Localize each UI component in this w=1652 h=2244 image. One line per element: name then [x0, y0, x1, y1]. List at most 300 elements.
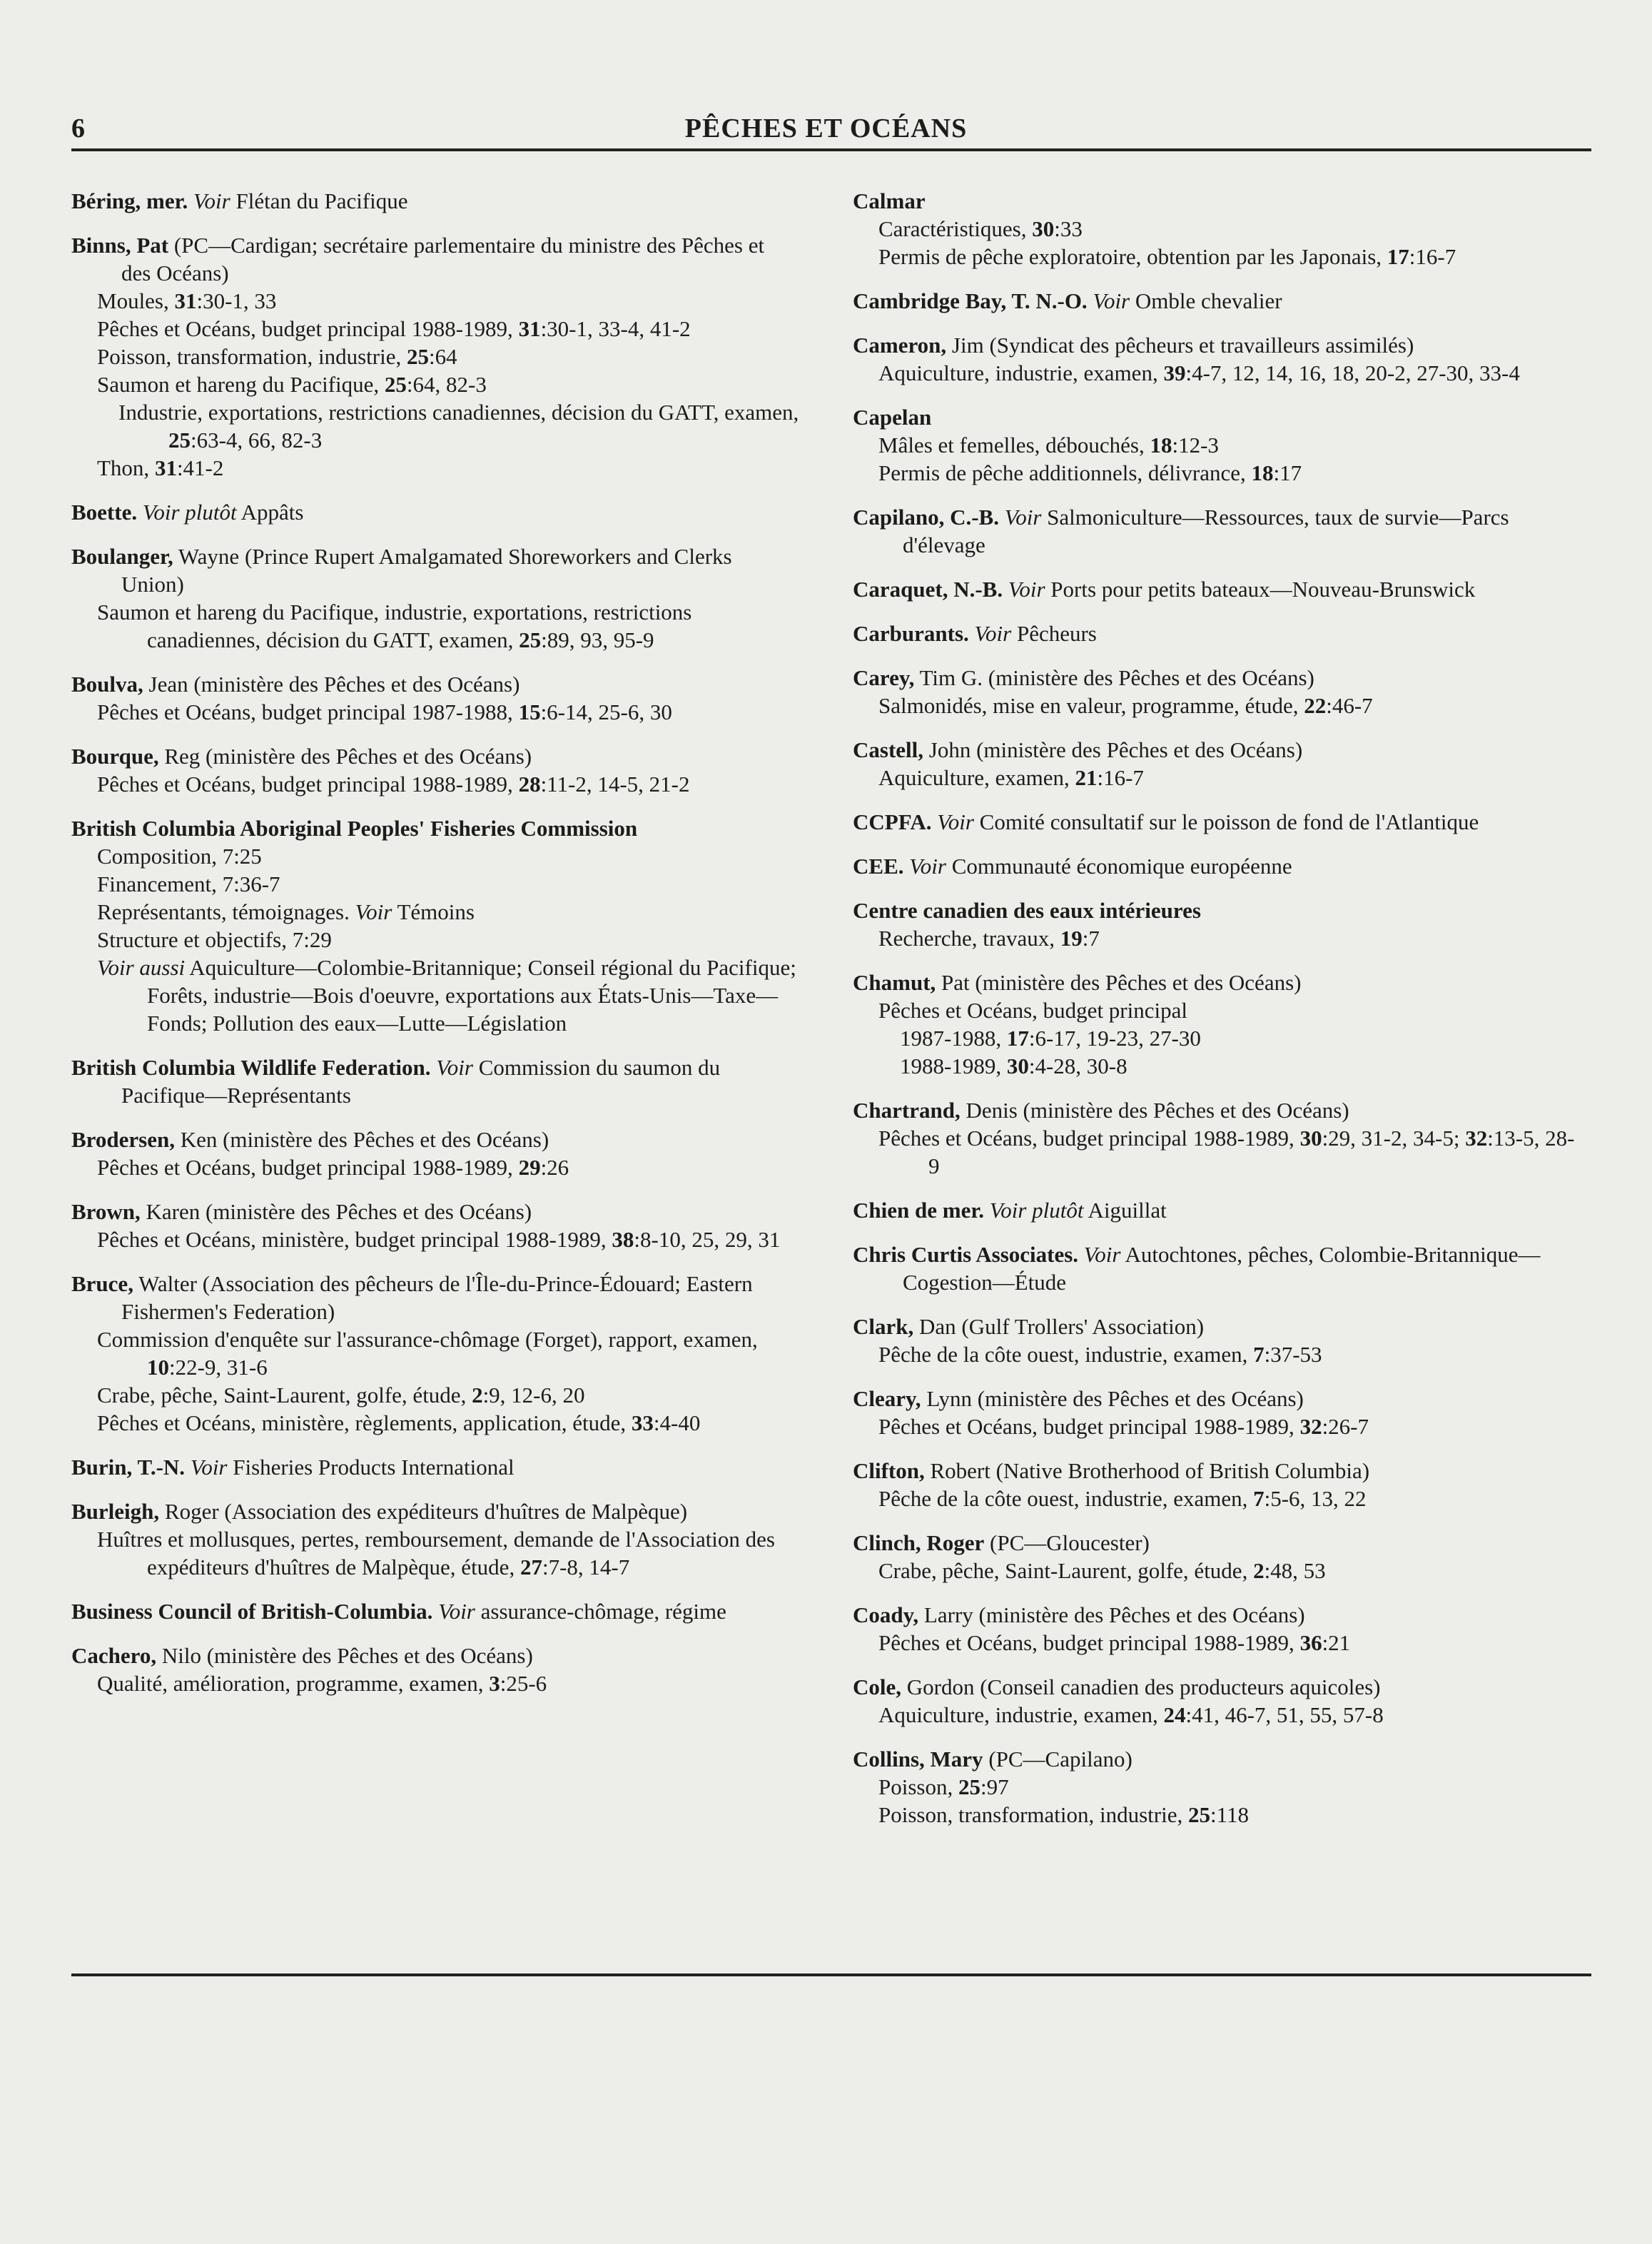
entry-text: Saumon et hareng du Pacifique,	[97, 372, 385, 397]
sub-entry	[71, 1153, 799, 1181]
index-entry	[853, 187, 1581, 271]
entry-head	[71, 814, 799, 842]
entry-heading: Castell,	[853, 737, 924, 762]
entry-text: Dan (Gulf Trollers' Association)	[913, 1314, 1205, 1339]
entry-text: Financement, 7:36-7	[97, 871, 280, 896]
entry-text: Témoins	[392, 899, 475, 924]
issue-number: 2	[472, 1383, 483, 1407]
cross-reference: Voir	[903, 854, 946, 879]
entry-heading: CCPFA.	[853, 809, 932, 834]
entry-heading: Chris Curtis Associates.	[853, 1242, 1079, 1267]
entry-text: Ports pour petits bateaux—Nouveau-Brunswick	[1045, 577, 1476, 602]
entry-text: :13-5, 28-9	[928, 1126, 1575, 1178]
entry-head	[853, 664, 1581, 692]
index-entry	[71, 1126, 799, 1181]
entry-heading: CEE.	[853, 854, 904, 879]
entry-text: :6-17, 19-23, 27-30	[1028, 1026, 1201, 1051]
entry-text: :6-14, 25-6, 30	[540, 699, 672, 724]
entry-head	[853, 1196, 1581, 1224]
entry-heading: Calmar	[853, 188, 926, 213]
entry-text: Thon,	[97, 455, 155, 480]
entry-text: :89, 93, 95-9	[541, 627, 654, 652]
entry-text: :4-40	[653, 1410, 701, 1435]
entry-text: Pêches et Océans, budget principal 1988-1989,	[878, 1126, 1300, 1151]
entry-text: assurance-chômage, régime	[475, 1599, 726, 1624]
sub-entry	[853, 1340, 1581, 1368]
issue-number: 25	[958, 1774, 980, 1799]
entry-text: Omble chevalier	[1130, 288, 1282, 313]
entry-text: Aquiculture—Colombie-Britannique; Conseil régional du Pacifique; Forêts, industrie—Bois d'oeuvre, exportations aux États-Unis—Taxe—Fonds; Pollution des eaux—Lutte—Législation	[147, 955, 796, 1036]
issue-number: 18	[1150, 433, 1172, 458]
entry-heading: Clinch, Roger	[853, 1530, 985, 1555]
cross-reference: Voir	[1003, 577, 1045, 602]
sub-entry	[853, 243, 1581, 271]
entry-text: :21	[1322, 1630, 1351, 1655]
entry-head	[71, 187, 799, 215]
entry-text: Commission du saumon du Pacifique—Représentants	[121, 1055, 721, 1108]
cross-reference: Voir	[432, 1599, 475, 1624]
issue-number: 19	[1060, 926, 1083, 951]
page-number: 6	[71, 113, 85, 143]
entry-text: Robert (Native Brotherhood of British Columbia)	[924, 1458, 1370, 1483]
issue-number: 10	[147, 1355, 169, 1380]
entry-head	[853, 1385, 1581, 1412]
entry-text: (PC—Cardigan; secrétaire parlementaire du ministre des Pêches et des Océans)	[121, 233, 765, 285]
entry-text: Qualité, amélioration, programme, examen,	[97, 1671, 490, 1696]
entry-text: :16-7	[1409, 244, 1456, 269]
entry-head	[71, 1198, 799, 1225]
entry-heading: British Columbia Aboriginal Peoples' Fisheries Commission	[71, 816, 638, 841]
entry-text: :16-7	[1097, 765, 1144, 790]
cross-reference: Voir	[185, 1455, 228, 1480]
entry-head	[853, 969, 1581, 996]
sub-entry	[853, 359, 1581, 387]
entry-text: Aiguillat	[1083, 1198, 1167, 1223]
entry-text: :46-7	[1326, 693, 1373, 718]
entry-text: Mâles et femelles, débouchés,	[878, 433, 1150, 458]
entry-text: Walter (Association des pêcheurs de l'Île-du-Prince-Édouard; Eastern Fishermen's Federation)	[121, 1271, 753, 1324]
sub-entry	[71, 287, 799, 315]
issue-number: 21	[1075, 765, 1098, 790]
entry-heading: Boulva,	[71, 672, 143, 697]
entry-text: Pêche de la côte ouest, industrie, examen,	[878, 1486, 1254, 1511]
index-entry	[853, 1313, 1581, 1368]
index-entry	[853, 287, 1581, 315]
entry-text: Commission d'enquête sur l'assurance-chômage (Forget), rapport, examen,	[97, 1327, 758, 1352]
issue-number: 25	[168, 428, 191, 453]
index-entry	[853, 575, 1581, 603]
entry-text: Comité consultatif sur le poisson de fond de l'Atlantique	[973, 809, 1479, 834]
index-entry	[853, 503, 1581, 559]
sub-entry	[853, 924, 1581, 952]
entry-head	[71, 1453, 799, 1481]
entry-heading: Centre canadien des eaux intérieures	[853, 898, 1201, 923]
entry-text: :64, 82-3	[406, 372, 487, 397]
entry-head	[71, 1497, 799, 1525]
entry-head	[853, 808, 1581, 836]
issue-number: 25	[1187, 1802, 1210, 1827]
entry-text: :7-8, 14-7	[542, 1555, 630, 1580]
issue-number: 2	[1253, 1558, 1265, 1583]
issue-number: 28	[518, 772, 541, 797]
sub-entry	[853, 1801, 1581, 1829]
index-entry	[853, 1196, 1581, 1224]
entry-text: Pêches et Océans, ministère, règlements, application, étude,	[97, 1410, 632, 1435]
entry-text: Wayne (Prince Rupert Amalgamated Shoreworkers and Clerks Union)	[121, 544, 732, 597]
entry-head	[71, 1597, 799, 1625]
entry-text: Pêche de la côte ouest, industrie, examen,	[878, 1342, 1254, 1367]
entry-head	[853, 331, 1581, 359]
sub-entry	[71, 315, 799, 343]
entry-text: Crabe, pêche, Saint-Laurent, golfe, étude,	[97, 1383, 472, 1407]
entry-heading: Cleary,	[853, 1386, 921, 1411]
entry-heading: Burin, T.-N.	[71, 1455, 186, 1480]
entry-heading: Carburants.	[853, 621, 969, 646]
index-entry	[71, 1597, 799, 1625]
sub-entry	[853, 1124, 1581, 1180]
sub-entry	[71, 1525, 799, 1581]
entry-head	[853, 503, 1581, 559]
entry-text: Moules,	[97, 288, 175, 313]
issue-number: 25	[384, 372, 407, 397]
issue-number: 18	[1251, 460, 1274, 485]
entry-text: Salmoniculture—Ressources, taux de survie—Parcs d'élevage	[903, 505, 1509, 557]
cross-reference: Voir	[1078, 1242, 1121, 1267]
entry-text: 1987-1988,	[900, 1026, 1007, 1051]
index-entry	[71, 814, 799, 1037]
entry-head	[71, 742, 799, 770]
entry-head	[853, 1313, 1581, 1340]
entry-text: Reg (ministère des Pêches et des Océans)	[158, 744, 532, 769]
issue-number: 36	[1299, 1630, 1322, 1655]
entry-head	[853, 1601, 1581, 1629]
entry-heading: Clifton,	[853, 1458, 925, 1483]
entry-head	[853, 1096, 1581, 1124]
entry-heading: Caraquet, N.-B.	[853, 577, 1003, 602]
entry-text: :63-4, 66, 82-3	[191, 428, 323, 453]
sub-entry	[71, 870, 799, 898]
index-entry	[71, 670, 799, 726]
index-entry	[853, 896, 1581, 952]
index-entry	[71, 1642, 799, 1697]
entry-text: Lynn (ministère des Pêches et des Océans)	[921, 1386, 1304, 1411]
sub-entry	[71, 954, 799, 1037]
issue-number: 15	[518, 699, 541, 724]
index-entry	[71, 742, 799, 798]
sub-entry	[853, 1024, 1581, 1052]
index-entry	[853, 1385, 1581, 1440]
sub-entry	[71, 1225, 799, 1253]
index-entry	[853, 403, 1581, 487]
entry-heading: Bourque,	[71, 744, 159, 769]
entry-text: (PC—Gloucester)	[984, 1530, 1150, 1555]
entry-text: :30-1, 33	[196, 288, 277, 313]
cross-reference: Voir	[968, 621, 1012, 646]
entry-text: Pat (ministère des Pêches et des Océans)	[936, 970, 1302, 995]
entry-text: :7	[1082, 926, 1100, 951]
sub-entry	[853, 1629, 1581, 1657]
entry-text: Recherche, travaux,	[878, 926, 1060, 951]
cross-reference: Voir	[1087, 288, 1130, 313]
entry-text: Huîtres et mollusques, pertes, remboursement, demande de l'Association des expéditeurs d'huîtres de Malpèque, étude,	[97, 1527, 775, 1580]
entry-heading: Carey,	[853, 665, 915, 690]
entry-heading: Business Council of British-Columbia.	[71, 1599, 433, 1624]
entry-text: :11-2, 14-5, 21-2	[540, 772, 690, 797]
entry-heading: Boette.	[71, 500, 138, 525]
entry-text: Pêches et Océans, budget principal 1988-1989,	[97, 316, 519, 341]
sub-entry	[71, 1381, 799, 1409]
entry-heading: Chien de mer.	[853, 1198, 984, 1223]
entry-text: :8-10, 25, 29, 31	[634, 1227, 781, 1252]
entry-text: :29, 31-2, 34-5;	[1322, 1126, 1466, 1151]
entry-text: Industrie, exportations, restrictions canadiennes, décision du GATT, examen,	[118, 400, 799, 425]
entry-text: :4-28, 30-8	[1028, 1053, 1127, 1078]
entry-head	[853, 403, 1581, 431]
entry-text: :97	[980, 1774, 1009, 1799]
entry-text: :41, 46-7, 51, 55, 57-8	[1185, 1702, 1384, 1727]
sub-entry	[71, 842, 799, 870]
issue-number: 17	[1387, 244, 1409, 269]
index-entry	[853, 1529, 1581, 1585]
entry-text: Gordon (Conseil canadien des producteurs aquicoles)	[901, 1674, 1381, 1699]
sub-entry	[853, 1052, 1581, 1080]
entry-text: :5-6, 13, 22	[1264, 1486, 1367, 1511]
entry-text: Pêches et Océans, budget principal 1988-1989,	[878, 1630, 1300, 1655]
entry-text: Pêches et Océans, ministère, budget principal 1988-1989,	[97, 1227, 612, 1252]
issue-number: 33	[631, 1410, 654, 1435]
issue-number: 38	[612, 1227, 634, 1252]
index-entry	[853, 1745, 1581, 1829]
issue-number: 3	[489, 1671, 500, 1696]
issue-number: 27	[520, 1555, 542, 1580]
sub-entry	[71, 1325, 799, 1381]
sub-entry	[853, 1701, 1581, 1729]
sub-entry	[71, 454, 799, 482]
entry-head	[853, 896, 1581, 924]
bottom-rule	[71, 1973, 1591, 1976]
entry-text: :118	[1210, 1802, 1249, 1827]
sub-entry	[853, 996, 1581, 1024]
running-title: PÊCHES ET OCÉANS	[684, 113, 968, 143]
index-entry	[71, 1053, 799, 1109]
entry-text: Denis (ministère des Pêches et des Océans)	[960, 1098, 1349, 1123]
entry-heading: Boulanger,	[71, 544, 173, 569]
index-entry	[71, 1270, 799, 1437]
entry-text: :4-7, 12, 14, 16, 18, 20-2, 27-30, 33-4	[1185, 360, 1520, 385]
entry-heading: Brodersen,	[71, 1127, 175, 1152]
entry-text: :12-3	[1172, 433, 1219, 458]
entry-heading: Chamut,	[853, 970, 936, 995]
entry-head	[853, 287, 1581, 315]
entry-text: Représentants, témoignages.	[97, 899, 355, 924]
issue-number: 7	[1253, 1342, 1265, 1367]
entry-text: Larry (ministère des Pêches et des Océans)	[918, 1602, 1305, 1627]
entry-head	[853, 1240, 1581, 1296]
entry-head	[71, 231, 799, 287]
entry-text: Structure et objectifs, 7:29	[97, 927, 332, 952]
entry-text: Nilo (ministère des Pêches et des Océans)	[156, 1643, 533, 1668]
entry-text: Flétan du Pacifique	[230, 188, 408, 213]
entry-text: Permis de pêche exploratoire, obtention par les Japonais,	[878, 244, 1387, 269]
entry-text: Pêches et Océans, budget principal 1988-1989,	[97, 1155, 519, 1180]
entry-text: :17	[1273, 460, 1302, 485]
entry-head	[853, 575, 1581, 603]
left-column	[71, 187, 799, 1714]
entry-heading: Collins, Mary	[853, 1747, 983, 1772]
entry-heading: Cambridge Bay, T. N.-O.	[853, 288, 1088, 313]
issue-number: 24	[1163, 1702, 1186, 1727]
entry-head	[71, 1270, 799, 1325]
issue-number: 29	[518, 1155, 541, 1180]
index-entry	[853, 1457, 1581, 1512]
index-entry	[71, 231, 799, 482]
entry-text: Poisson,	[878, 1774, 958, 1799]
sub-entry	[853, 459, 1581, 487]
entry-text: Jean (ministère des Pêches et des Océans)	[143, 672, 520, 697]
entry-text: Poisson, transformation, industrie,	[878, 1802, 1188, 1827]
sub-entry	[71, 343, 799, 370]
issue-number: 30	[1032, 216, 1055, 241]
entry-heading: Cachero,	[71, 1643, 157, 1668]
issue-number: 31	[518, 316, 541, 341]
index-entry	[853, 969, 1581, 1080]
entry-text: Autochtones, pêches, Colombie-Britannique—Cogestion—Étude	[903, 1242, 1541, 1295]
sub-entry	[853, 431, 1581, 459]
entry-text: Salmonidés, mise en valeur, programme, étude,	[878, 693, 1304, 718]
entry-head	[71, 1642, 799, 1669]
cross-reference: Voir	[998, 505, 1042, 530]
entry-heading: Burleigh,	[71, 1499, 160, 1524]
entry-text: Roger (Association des expéditeurs d'huîtres de Malpèque)	[159, 1499, 688, 1524]
index-entry	[853, 620, 1581, 647]
entry-heading: Bruce,	[71, 1271, 133, 1296]
entry-text: Pêches et Océans, budget principal 1988-1989,	[878, 1414, 1300, 1439]
entry-text: (PC—Capilano)	[983, 1747, 1132, 1772]
entry-text: Poisson, transformation, industrie,	[97, 344, 407, 369]
index-entry	[853, 1096, 1581, 1180]
entry-heading: Capelan	[853, 405, 932, 430]
entry-text: Fisheries Products International	[227, 1455, 515, 1480]
entry-text: :30-1, 33-4, 41-2	[540, 316, 691, 341]
entry-text: Communauté économique européenne	[946, 854, 1292, 879]
entry-text: Tim G. (ministère des Pêches et des Océans)	[914, 665, 1314, 690]
cross-reference: Voir plutôt	[984, 1198, 1084, 1223]
index-entry	[853, 852, 1581, 880]
entry-text: Aquiculture, examen,	[878, 765, 1075, 790]
issue-number: 30	[1299, 1126, 1322, 1151]
entry-head	[853, 1673, 1581, 1701]
entry-text: :26	[540, 1155, 569, 1180]
cross-reference: Voir	[931, 809, 974, 834]
index-entry	[853, 1240, 1581, 1296]
entry-head	[853, 1457, 1581, 1485]
sub-entry	[71, 698, 799, 726]
index-entry	[71, 1453, 799, 1481]
entry-text: Caractéristiques,	[878, 216, 1033, 241]
entry-text: :22-9, 31-6	[169, 1355, 268, 1380]
sub-entry	[71, 926, 799, 954]
index-entry	[71, 542, 799, 654]
index-entry	[71, 1198, 799, 1253]
entry-heading: Cole,	[853, 1674, 902, 1699]
entry-text: Composition, 7:25	[97, 844, 262, 869]
entry-text: :37-53	[1264, 1342, 1322, 1367]
entry-text: :64	[428, 344, 457, 369]
entry-text: Aquiculture, industrie, examen,	[878, 1702, 1164, 1727]
entry-heading: Cameron,	[853, 333, 947, 358]
entry-head	[71, 498, 799, 526]
sub-entry	[71, 1409, 799, 1437]
index-entry	[853, 1673, 1581, 1729]
entry-text: Saumon et hareng du Pacifique, industrie, exportations, restrictions canadiennes, décision du GATT, examen,	[97, 600, 692, 652]
entry-text: Pêcheurs	[1011, 621, 1097, 646]
entry-text: Karen (ministère des Pêches et des Océans)	[140, 1199, 532, 1224]
right-column	[853, 187, 1581, 1845]
sub-entry	[853, 1412, 1581, 1440]
entry-text: Jim (Syndicat des pêcheurs et travailleurs assimilés)	[946, 333, 1414, 358]
entry-head	[853, 852, 1581, 880]
index-entry	[71, 1497, 799, 1581]
entry-text: Pêches et Océans, budget principal 1987-1988,	[97, 699, 519, 724]
sub-entry	[71, 898, 799, 926]
entry-text: John (ministère des Pêches et des Océans)	[923, 737, 1303, 762]
entry-heading: Brown,	[71, 1199, 141, 1224]
sub-entry	[71, 1669, 799, 1697]
entry-head	[71, 1053, 799, 1109]
issue-number: 25	[519, 627, 542, 652]
sub-entry	[71, 598, 799, 654]
entry-head	[853, 1745, 1581, 1773]
issue-number: 30	[1006, 1053, 1029, 1078]
index-entry	[853, 736, 1581, 792]
entry-text: Ken (ministère des Pêches et des Océans)	[174, 1127, 549, 1152]
issue-number: 22	[1304, 693, 1327, 718]
entry-heading: Chartrand,	[853, 1098, 961, 1123]
entry-text: Permis de pêche additionnels, délivrance,	[878, 460, 1252, 485]
cross-reference: Voir aussi	[97, 955, 186, 980]
index-entry	[853, 808, 1581, 836]
entry-heading: Béring, mer.	[71, 188, 188, 213]
entry-text: Crabe, pêche, Saint-Laurent, golfe, étude,	[878, 1558, 1254, 1583]
issue-number: 39	[1163, 360, 1186, 385]
issue-number: 31	[174, 288, 197, 313]
issue-number: 25	[406, 344, 429, 369]
entry-head	[853, 736, 1581, 764]
entry-text: :48, 53	[1264, 1558, 1326, 1583]
entry-text: :26-7	[1322, 1414, 1369, 1439]
issue-number: 7	[1253, 1486, 1265, 1511]
entry-text: Aquiculture, industrie, examen,	[878, 360, 1164, 385]
sub-entry	[853, 1557, 1581, 1585]
entry-head	[853, 620, 1581, 647]
entry-heading: Coady,	[853, 1602, 919, 1627]
sub-entry	[853, 692, 1581, 719]
issue-number: 31	[154, 455, 177, 480]
index-entry	[71, 187, 799, 215]
entry-head	[71, 670, 799, 698]
issue-number: 32	[1465, 1126, 1488, 1151]
cross-reference: Voir plutôt	[137, 500, 237, 525]
entry-text: :9, 12-6, 20	[482, 1383, 585, 1407]
entry-text: :33	[1054, 216, 1083, 241]
entry-head	[853, 1529, 1581, 1557]
entry-text: :25-6	[500, 1671, 547, 1696]
sub-entry	[853, 764, 1581, 792]
entry-heading: Clark,	[853, 1314, 914, 1339]
sub-entry	[853, 215, 1581, 243]
sub-entry	[853, 1485, 1581, 1512]
issue-number: 32	[1299, 1414, 1322, 1439]
